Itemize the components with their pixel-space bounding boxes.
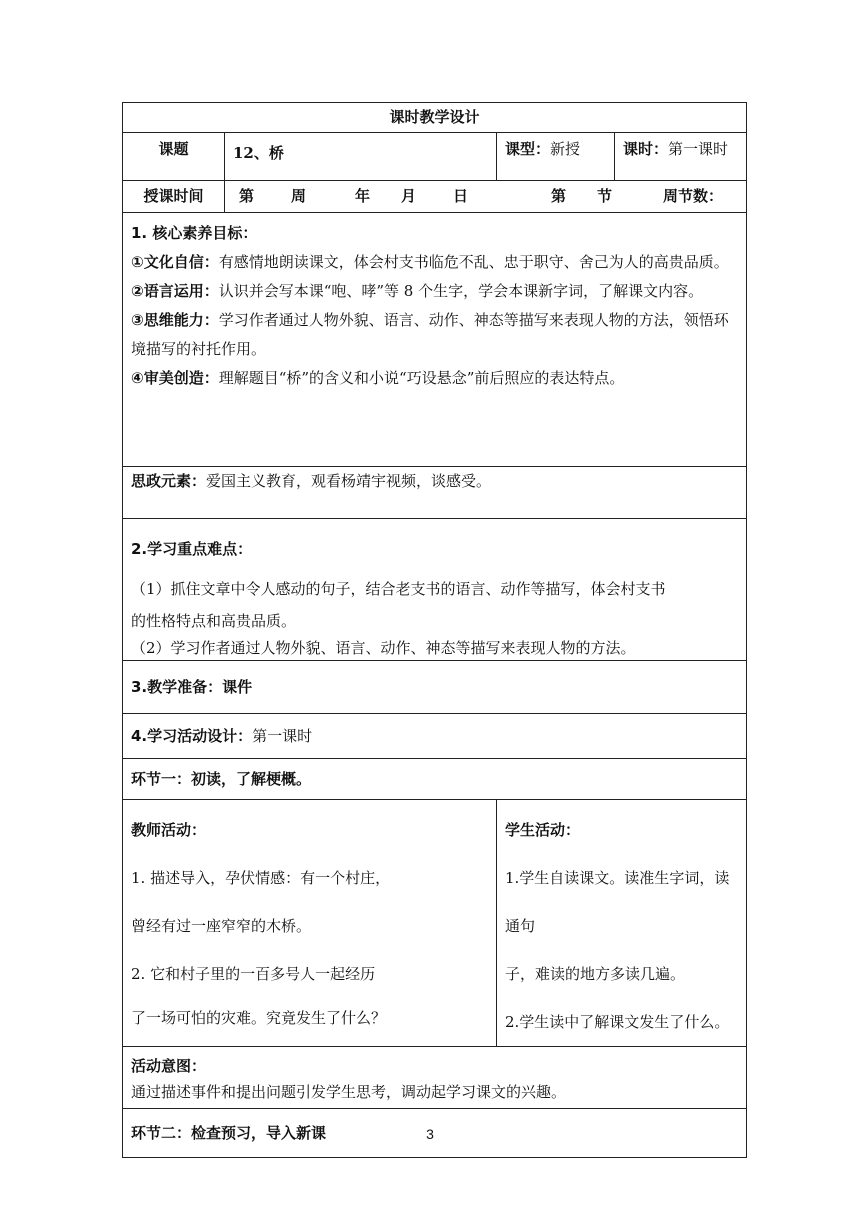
key-point-2: （2）学习作者通过人物外貌、语言、动作、神态等描写来表现人物的方法。 bbox=[131, 639, 636, 657]
key-points-cell bbox=[123, 519, 747, 661]
topic-value-cell bbox=[225, 133, 497, 181]
goal-label: ③思维能力： bbox=[131, 311, 219, 329]
week-unit: 周 bbox=[291, 187, 307, 205]
goal-label: ①文化自信： bbox=[131, 253, 219, 271]
goal-text: 理解题目“桥”的含义和小说“巧设悬念”前后照应的表达特点。 bbox=[218, 369, 625, 387]
title-row bbox=[123, 103, 747, 133]
topic-row bbox=[123, 133, 747, 181]
key-points-heading: 2.学习重点难点： bbox=[131, 540, 253, 558]
teacher-line: 2. 它和村子里的一百多号人一起经历 bbox=[131, 965, 376, 983]
student-line: 1.学生自读课文。读准生字词，读通句 bbox=[505, 869, 730, 935]
goals-heading: 1. 核心素养目标： bbox=[131, 224, 258, 242]
section1-heading: 环节一：初读，了解梗概。 bbox=[123, 759, 747, 800]
activity-design-row bbox=[123, 714, 747, 759]
activity-design-cell bbox=[123, 714, 747, 759]
time-label: 授课时间 bbox=[123, 181, 225, 213]
activity-design-value: 第一课时 bbox=[252, 727, 313, 745]
week-char: 第 bbox=[239, 187, 255, 205]
intent-row bbox=[123, 1047, 747, 1109]
activity-design-label: 4.学习活动设计： bbox=[131, 727, 253, 745]
key-point-1: （1）抓住文章中令人感动的句子，结合老支书的语言、动作等描写，体会村支书 bbox=[131, 580, 666, 598]
teacher-line: 曾经有过一座窄窄的木桥。 bbox=[131, 917, 312, 935]
intent-text: 通过描述事件和提出问题引发学生思考，调动起学习课文的兴趣。 bbox=[131, 1083, 567, 1101]
section1-row bbox=[123, 759, 747, 800]
prep-row bbox=[123, 661, 747, 714]
type-cell bbox=[497, 133, 615, 181]
period-cell bbox=[615, 133, 747, 181]
section-unit: 节 bbox=[597, 187, 613, 205]
goal-item bbox=[131, 277, 738, 306]
goal-label: ②语言运用： bbox=[131, 282, 219, 300]
student-activity-cell bbox=[497, 800, 747, 1047]
activities-row bbox=[123, 800, 747, 1047]
weekly-count-label: 周节数： bbox=[663, 187, 724, 205]
key-points-row bbox=[123, 519, 747, 661]
topic-value: 12、桥 bbox=[233, 144, 284, 162]
goal-item bbox=[131, 248, 738, 277]
period-label: 课时： bbox=[623, 140, 669, 158]
type-label: 课型： bbox=[505, 140, 551, 158]
student-heading: 学生活动： bbox=[505, 821, 581, 839]
prep-text: 3.教学准备：课件 bbox=[123, 661, 747, 714]
time-fill-cell bbox=[225, 181, 747, 213]
teacher-heading: 教师活动： bbox=[131, 821, 207, 839]
goal-label: ④审美创造： bbox=[131, 369, 219, 387]
month-unit: 月 bbox=[401, 187, 417, 205]
goal-item bbox=[131, 306, 738, 364]
type-value: 新授 bbox=[550, 140, 581, 158]
key-point-1-cont: 的性格特点和高贵品质。 bbox=[131, 612, 297, 630]
day-unit: 日 bbox=[453, 187, 469, 205]
ideology-text: 爱国主义教育，观看杨靖宇视频，谈感受。 bbox=[206, 472, 492, 490]
topic-label: 课题 bbox=[123, 133, 225, 181]
section-char: 第 bbox=[551, 187, 567, 205]
period-value: 第一课时 bbox=[668, 140, 729, 158]
goal-text: 学习作者通过人物外貌、语言、动作、神态等描写来表现人物的方法，领悟环境描写的衬托作用。 bbox=[131, 311, 729, 358]
time-row bbox=[123, 181, 747, 213]
intent-heading: 活动意图： bbox=[131, 1057, 207, 1075]
student-line: 2.学生读中了解课文发生了什么。 bbox=[505, 1013, 730, 1031]
lesson-plan-table bbox=[122, 102, 747, 1158]
goal-text: 认识并会写本课“咆、哮”等 8 个生字，学会本课新字词，了解课文内容。 bbox=[218, 282, 704, 300]
section2-heading: 环节二：检查预习，导入新课 bbox=[123, 1109, 747, 1158]
ideology-cell bbox=[123, 467, 747, 519]
page-number: 3 bbox=[426, 1126, 434, 1142]
goal-item bbox=[131, 364, 738, 393]
student-line: 子，难读的地方多读几遍。 bbox=[505, 965, 686, 983]
teacher-line: 1. 描述导入，孕伏情感：有一个村庄， bbox=[131, 869, 391, 887]
table-title: 课时教学设计 bbox=[123, 103, 747, 133]
goals-row bbox=[123, 213, 747, 467]
teacher-line: 了一场可怕的灾难。究竟发生了什么？ bbox=[131, 1009, 387, 1027]
ideology-row bbox=[123, 467, 747, 519]
goals-cell bbox=[123, 213, 747, 467]
ideology-label: 思政元素： bbox=[131, 472, 207, 490]
teacher-activity-cell bbox=[123, 800, 497, 1047]
goal-text: 有感情地朗读课文，体会村支书临危不乱、忠于职守、舍己为人的高贵品质。 bbox=[218, 253, 729, 271]
intent-cell bbox=[123, 1047, 747, 1109]
year-unit: 年 bbox=[355, 187, 371, 205]
